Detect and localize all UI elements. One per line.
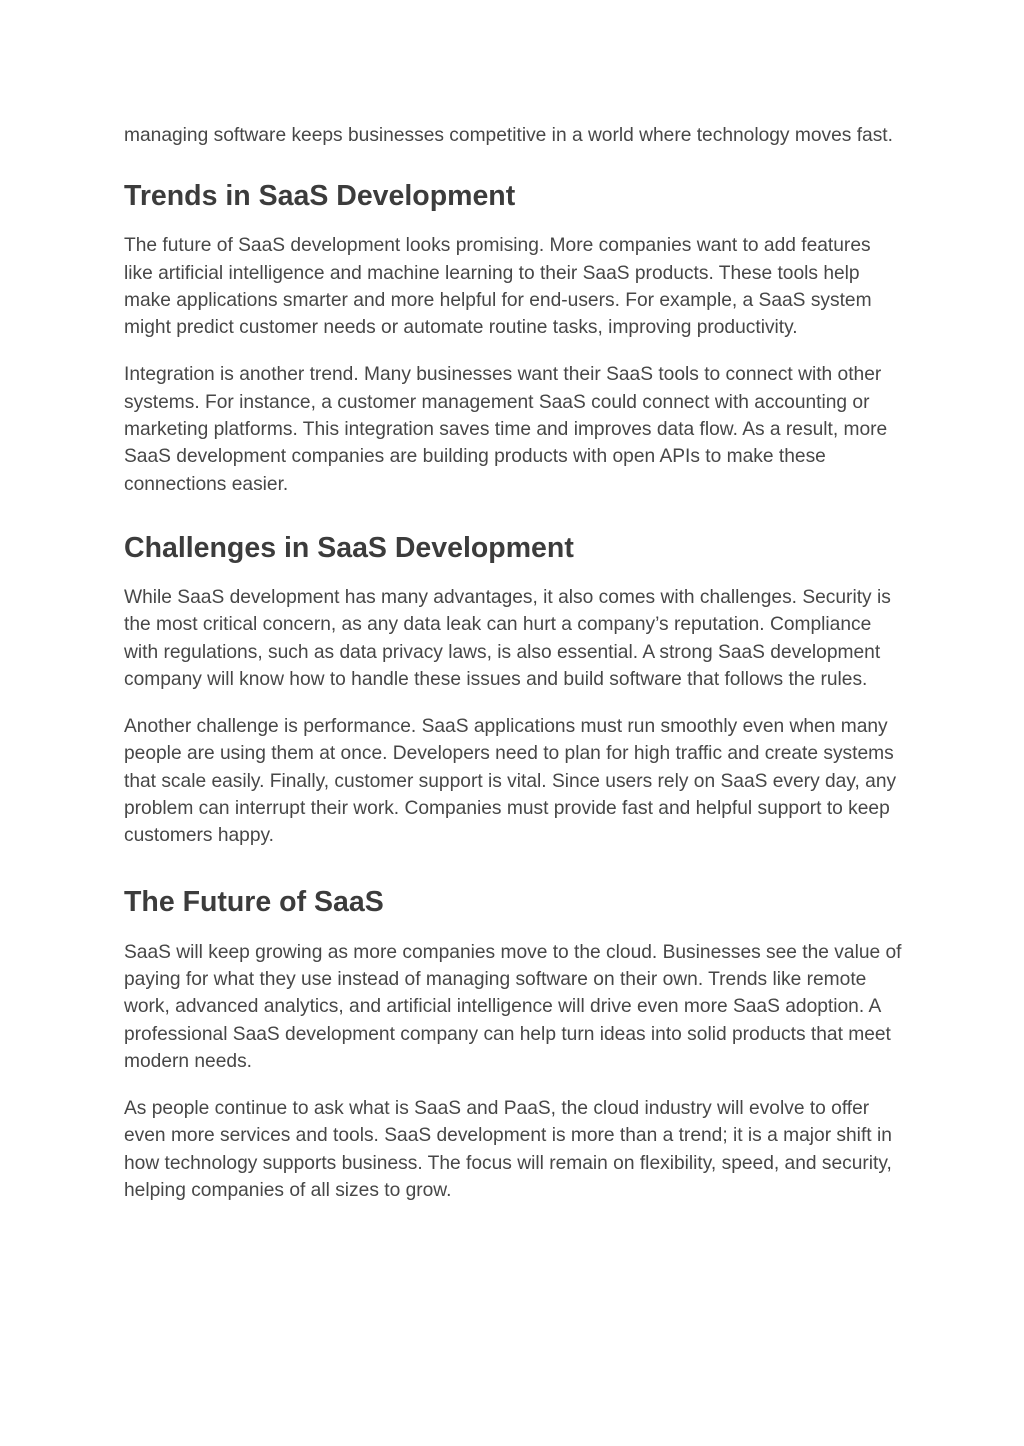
challenges-paragraph-2: Another challenge is performance. SaaS applications must run smoothly even when many people are using them at once. Developers need to plan for high traffic and create systems that scale easily. Finally, customer support is vital. Since users rely on SaaS every day, any problem can interrupt their work. Companies must provide fast and helpful support to keep customers happy. <box>124 716 897 847</box>
section-heading-future: The Future of SaaS <box>124 885 384 918</box>
challenges-paragraph-1: While SaaS development has many advantages, it also comes with challenges. Security is the most critical concern, as any data leak can hurt a company’s reputation. Compliance with regulations, such as data privacy laws, is also essential. A strong SaaS development company will know how to handle these issues and build software that follows the rules. <box>124 586 891 690</box>
trends-paragraph-1: The future of SaaS development looks promising. More companies want to add features like artificial intelligence and machine learning to their SaaS products. These tools help make applications smarter and more helpful for end-users. For example, a SaaS system might predict customer needs or automate routine tasks, improving productivity. <box>124 235 872 339</box>
future-paragraph-2: As people continue to ask what is SaaS and PaaS, the cloud industry will evolve to offer even more services and tools. SaaS development is more than a trend; it is a major shift in how technology supports business. The focus will remain on flexibility, speed, and security, helping companies of all sizes to grow. <box>124 1098 892 1202</box>
section-heading-challenges: Challenges in SaaS Development <box>124 531 574 564</box>
document-page <box>124 122 904 1204</box>
trends-paragraph-2: Integration is another trend. Many businesses want their SaaS tools to connect with other systems. For instance, a customer management SaaS could connect with accounting or marketing platforms. This integration saves time and improves data flow. As a result, more SaaS development companies are building products with open APIs to make these connections easier. <box>124 364 888 495</box>
section-heading-trends: Trends in SaaS Development <box>124 180 516 213</box>
future-paragraph-1: SaaS will keep growing as more companies move to the cloud. Businesses see the value of paying for what they use instead of managing software on their own. Trends like remote work, advanced analytics, and artificial intelligence will drive even more SaaS adoption. A professional SaaS development company can help turn ideas into solid products that meet modern needs. <box>124 941 902 1072</box>
intro-paragraph: managing software keeps businesses competitive in a world where technology moves fast. <box>124 125 893 146</box>
